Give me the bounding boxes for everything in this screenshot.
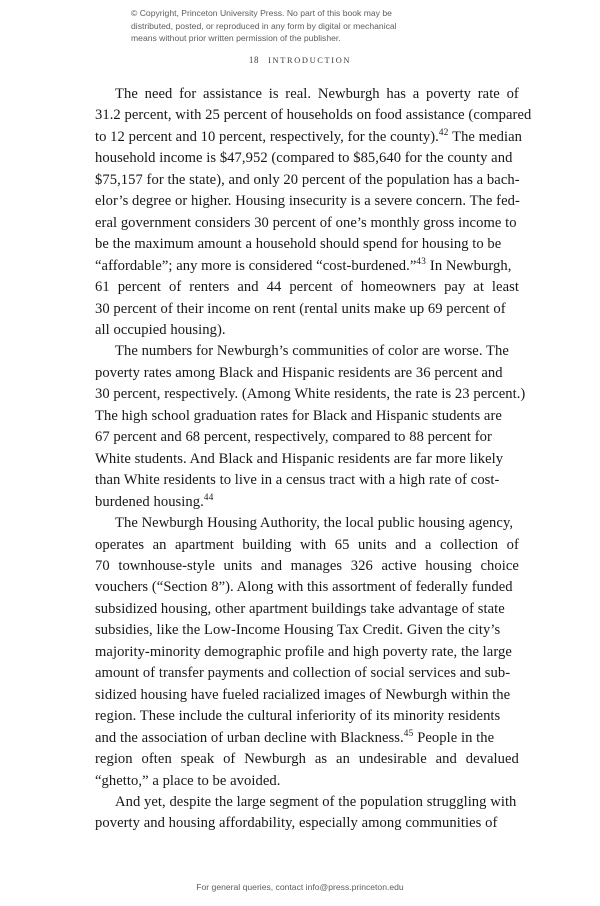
- text-word: and: [435, 751, 457, 768]
- paragraph: [95, 792, 519, 835]
- text-line: be the maximum amount a household should spend for housing to be: [95, 236, 502, 253]
- text-word: undesirable: [358, 751, 427, 768]
- text-line: [95, 749, 519, 770]
- text-word: 70: [95, 557, 110, 574]
- text-line: household income is $47,952 (compared to $85,640 for the county and: [95, 150, 513, 167]
- text-word: an: [152, 536, 167, 553]
- text-line: [95, 277, 519, 298]
- text-word: a: [424, 536, 432, 553]
- text-line: [95, 127, 522, 148]
- text-word: for: [179, 86, 197, 102]
- footnote-reference[interactable]: 44: [203, 491, 214, 502]
- text-line: poverty and housing affordability, especially among communities of: [95, 815, 498, 832]
- text-line: 31.2 percent, with 25 percent of households on food assistance (compared: [95, 107, 532, 124]
- footnote-reference[interactable]: 42: [438, 127, 449, 138]
- footnote-reference[interactable]: 43: [416, 255, 427, 266]
- text-line: [95, 492, 519, 513]
- paragraph: [95, 84, 532, 341]
- text-word: operates: [95, 536, 145, 553]
- text-line: vouchers (“Section 8”). Along with this assortment of federally funded: [95, 579, 513, 596]
- text-word: as: [314, 751, 328, 768]
- text-word: pay: [444, 279, 466, 296]
- text-run: The median: [448, 128, 522, 145]
- text-word: region: [95, 751, 133, 768]
- text-word: and: [237, 279, 259, 296]
- text-word: real.: [285, 86, 312, 102]
- text-word: speak: [180, 751, 215, 768]
- text-line: majority-minority demographic profile and high poverty rate, the large: [95, 643, 512, 660]
- text-word: of: [506, 536, 519, 553]
- text-word: has: [386, 86, 407, 102]
- text-line: The high school graduation rates for Black and Hispanic students are: [95, 407, 502, 424]
- text-word: of: [506, 86, 519, 102]
- text-word: Newburgh: [244, 751, 307, 768]
- text-line: region. These include the cultural inferiority of its minority residents: [95, 708, 501, 725]
- text-word: units: [223, 557, 253, 574]
- text-word: poverty: [426, 86, 472, 102]
- text-word: homeowners: [360, 279, 437, 296]
- copyright-notice: [131, 7, 471, 45]
- text-line: [95, 556, 519, 577]
- copyright-notice-line-2: distributed, posted, or reproduced in any form by digital or mechanical: [131, 20, 397, 31]
- text-word: 326: [350, 557, 373, 574]
- paragraph: [95, 341, 526, 513]
- text-line: The Newburgh Housing Authority, the local public housing agency,: [115, 515, 514, 532]
- copyright-notice-line-1: © Copyright, Princeton University Press. No part of this book may be: [131, 8, 392, 18]
- text-word: of: [223, 751, 236, 768]
- text-word: manages: [290, 557, 343, 574]
- text-word: building: [242, 536, 292, 553]
- text-line: 30 percent, respectively. (Among White residents, the rate is 23 percent.): [95, 386, 526, 403]
- text-run: “affordable”; any more is considered “cost-burdened.”: [95, 257, 417, 274]
- body-text-block: [95, 84, 532, 835]
- text-line: elor’s degree or higher. Housing insecurity is a severe concern. The fed-: [95, 193, 520, 210]
- text-word: often: [141, 751, 172, 768]
- text-line: subsidies, like the Low-Income Housing Tax Credit. Given the city’s: [95, 622, 501, 639]
- text-line: 67 percent and 68 percent, respectively, compared to 88 percent for: [95, 429, 492, 446]
- text-line: And yet, despite the large segment of the population struggling with: [115, 793, 517, 810]
- text-run: burdened housing.: [95, 493, 204, 510]
- text-line: The numbers for Newburgh’s communities of color are worse. The: [115, 343, 509, 360]
- text-word: an: [336, 751, 350, 768]
- running-head: [0, 55, 600, 65]
- text-line: 30 percent of their income on rent (rental units make up 69 percent of: [95, 300, 506, 317]
- text-line: [95, 728, 519, 749]
- text-line: sidized housing have fueled racialized images of Newburgh within the: [95, 686, 511, 703]
- text-word: with: [300, 536, 327, 553]
- page-number: 18: [248, 55, 260, 65]
- text-line: [95, 535, 519, 556]
- text-word: renters: [189, 279, 230, 296]
- text-word: apartment: [175, 536, 234, 553]
- text-line: than White residents to live in a census tract with a high rate of cost-: [95, 472, 500, 489]
- text-line: [95, 84, 519, 105]
- text-word: rate: [477, 86, 500, 102]
- text-word: Newburgh: [317, 86, 380, 102]
- text-word: at: [473, 279, 484, 296]
- text-line: [95, 256, 519, 277]
- running-head-title: INTRODUCTION: [268, 56, 352, 65]
- text-word: 61: [95, 279, 110, 296]
- paragraph: [95, 513, 519, 792]
- text-word: of: [169, 279, 182, 296]
- text-word: and: [395, 536, 417, 553]
- text-word: 65: [334, 536, 350, 553]
- text-word: collection: [439, 536, 499, 553]
- text-word: townhouse-style: [118, 557, 215, 574]
- text-line: amount of transfer payments and collection of social services and sub-: [95, 665, 511, 682]
- text-word: least: [491, 279, 519, 296]
- text-word: need: [144, 86, 173, 102]
- text-word: percent: [289, 279, 333, 296]
- text-word: is: [268, 86, 279, 102]
- text-word: assistance: [203, 86, 262, 102]
- text-word: housing: [425, 557, 472, 574]
- text-word: choice: [480, 557, 519, 574]
- text-word: percent: [117, 279, 162, 296]
- text-word: of: [340, 279, 353, 296]
- footer-notice: For general queries, contact info@press.princeton.edu: [196, 882, 404, 892]
- text-word: 44: [266, 279, 282, 296]
- text-word: active: [381, 557, 417, 574]
- footnote-reference[interactable]: 45: [403, 727, 414, 738]
- text-word: and: [260, 557, 283, 574]
- text-line: subsidized housing, other apartment buildings take advantage of state: [95, 600, 505, 617]
- copyright-notice-line-3: means without prior written permission of the publisher.: [131, 33, 341, 44]
- text-line: all occupied housing).: [95, 321, 226, 338]
- text-line: eral government considers 30 percent of one’s monthly gross income to: [95, 214, 517, 231]
- text-line: White students. And Black and Hispanic residents are far more likely: [95, 450, 504, 467]
- text-line: “ghetto,” a place to be avoided.: [95, 772, 281, 789]
- text-word: devalued: [465, 751, 519, 768]
- text-run: In Newburgh,: [426, 257, 512, 274]
- text-run: to 12 percent and 10 percent, respectively, for the county).: [95, 128, 439, 145]
- text-word: units: [357, 536, 387, 553]
- text-run: and the association of urban decline with Blackness.: [95, 729, 404, 746]
- text-line: $75,157 for the state), and only 20 percent of the population has a bach-: [95, 171, 520, 188]
- text-word: The: [115, 86, 138, 102]
- text-run: People in the: [413, 729, 495, 746]
- text-word: a: [412, 86, 420, 102]
- text-line: poverty rates among Black and Hispanic residents are 36 percent and: [95, 364, 503, 381]
